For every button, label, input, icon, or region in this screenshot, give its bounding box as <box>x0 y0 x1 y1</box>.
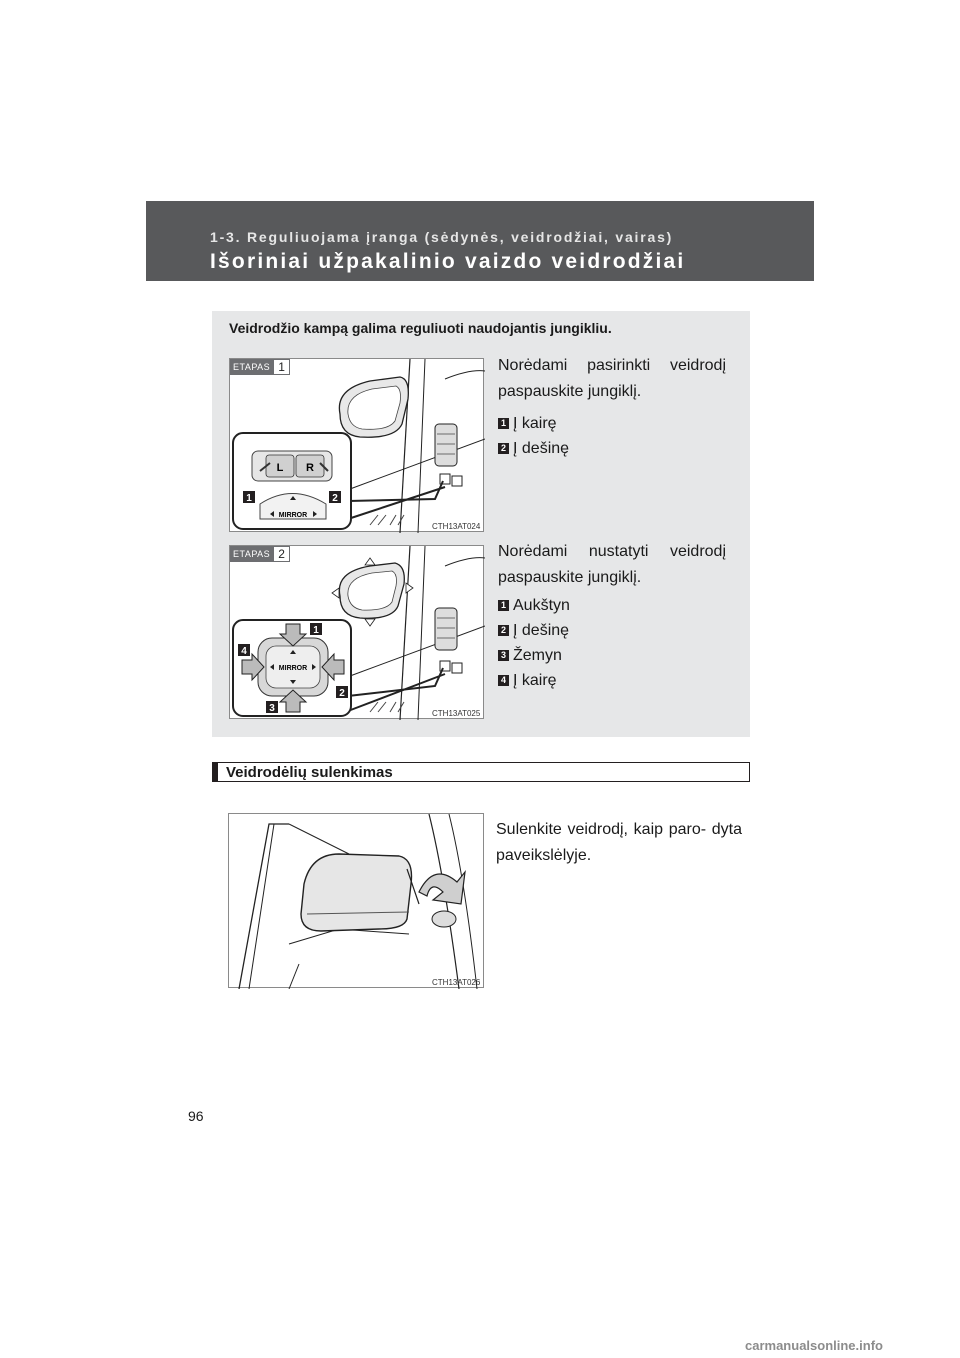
step2-text: Norėdami nustatyti veidrodį paspauskite jungiklį. <box>498 543 726 586</box>
page-title: Išoriniai užpakalinio vaizdo veidrodžiai <box>210 250 686 273</box>
page-number: 96 <box>188 1108 204 1124</box>
callout-1-label: 1 <box>313 625 319 636</box>
step1-figure-code: CTH13AT024 <box>432 522 481 531</box>
step1-text: Norėdami pasirinkti veidrodį paspauskite jungiklį. <box>498 357 726 400</box>
right-arrow-icon <box>406 583 413 593</box>
chapter-header <box>146 201 814 281</box>
callout-3-label: 3 <box>269 703 275 714</box>
switch-right-label: R <box>306 462 314 474</box>
instructions-panel <box>212 311 750 737</box>
watermark: carmanualsonline.info <box>745 1338 883 1353</box>
chapter-section: 1-3. Reguliuojama įranga (sėdynės, veidrodžiai, vairas) <box>210 229 674 245</box>
step1-options <box>498 411 569 461</box>
callout-4-label: 4 <box>241 646 247 657</box>
section-heading: Veidrodėlių sulenkimas <box>212 762 750 782</box>
mirror-fold-illustration <box>229 814 485 989</box>
list-item: 3 Žemyn <box>498 643 570 668</box>
fold-text: Sulenkite veidrodį, kaip paro- dyta paveikslėlyje. <box>496 821 742 864</box>
mirror-switch-label: MIRROR <box>278 665 308 672</box>
step1-figure <box>229 358 484 532</box>
mirror-select-illustration <box>230 359 485 533</box>
left-arrow-icon <box>332 588 339 598</box>
callout-1-label: 1 <box>246 493 252 504</box>
fold-arrow-icon <box>419 872 465 904</box>
list-item: 4 Į kairę <box>498 668 570 693</box>
down-arrow-icon <box>365 619 375 626</box>
step2-figure <box>229 545 484 719</box>
intro-text: Veidrodžio kampą galima reguliuoti naudojantis jungikliu. <box>229 320 612 336</box>
list-item: 1 Aukštyn <box>498 593 570 618</box>
fold-figure-code: CTH13AT026 <box>432 978 481 987</box>
list-item: 2 Į dešinę <box>498 436 569 461</box>
mirror-switch-label: MIRROR <box>278 512 308 519</box>
list-item: 1 Į kairę <box>498 411 569 436</box>
callout-2-label: 2 <box>332 493 338 504</box>
step1-badge: ETAPAS 1 <box>230 359 290 375</box>
up-arrow-icon <box>365 558 375 565</box>
mirror-adjust-illustration <box>230 546 485 720</box>
step2-figure-code: CTH13AT025 <box>432 709 481 718</box>
step2-badge: ETAPAS 2 <box>230 546 290 562</box>
step2-options <box>498 593 570 693</box>
fold-figure <box>228 813 484 988</box>
switch-left-label: L <box>276 462 284 474</box>
callout-2-label: 2 <box>339 688 345 699</box>
list-item: 2 Į dešinę <box>498 618 570 643</box>
